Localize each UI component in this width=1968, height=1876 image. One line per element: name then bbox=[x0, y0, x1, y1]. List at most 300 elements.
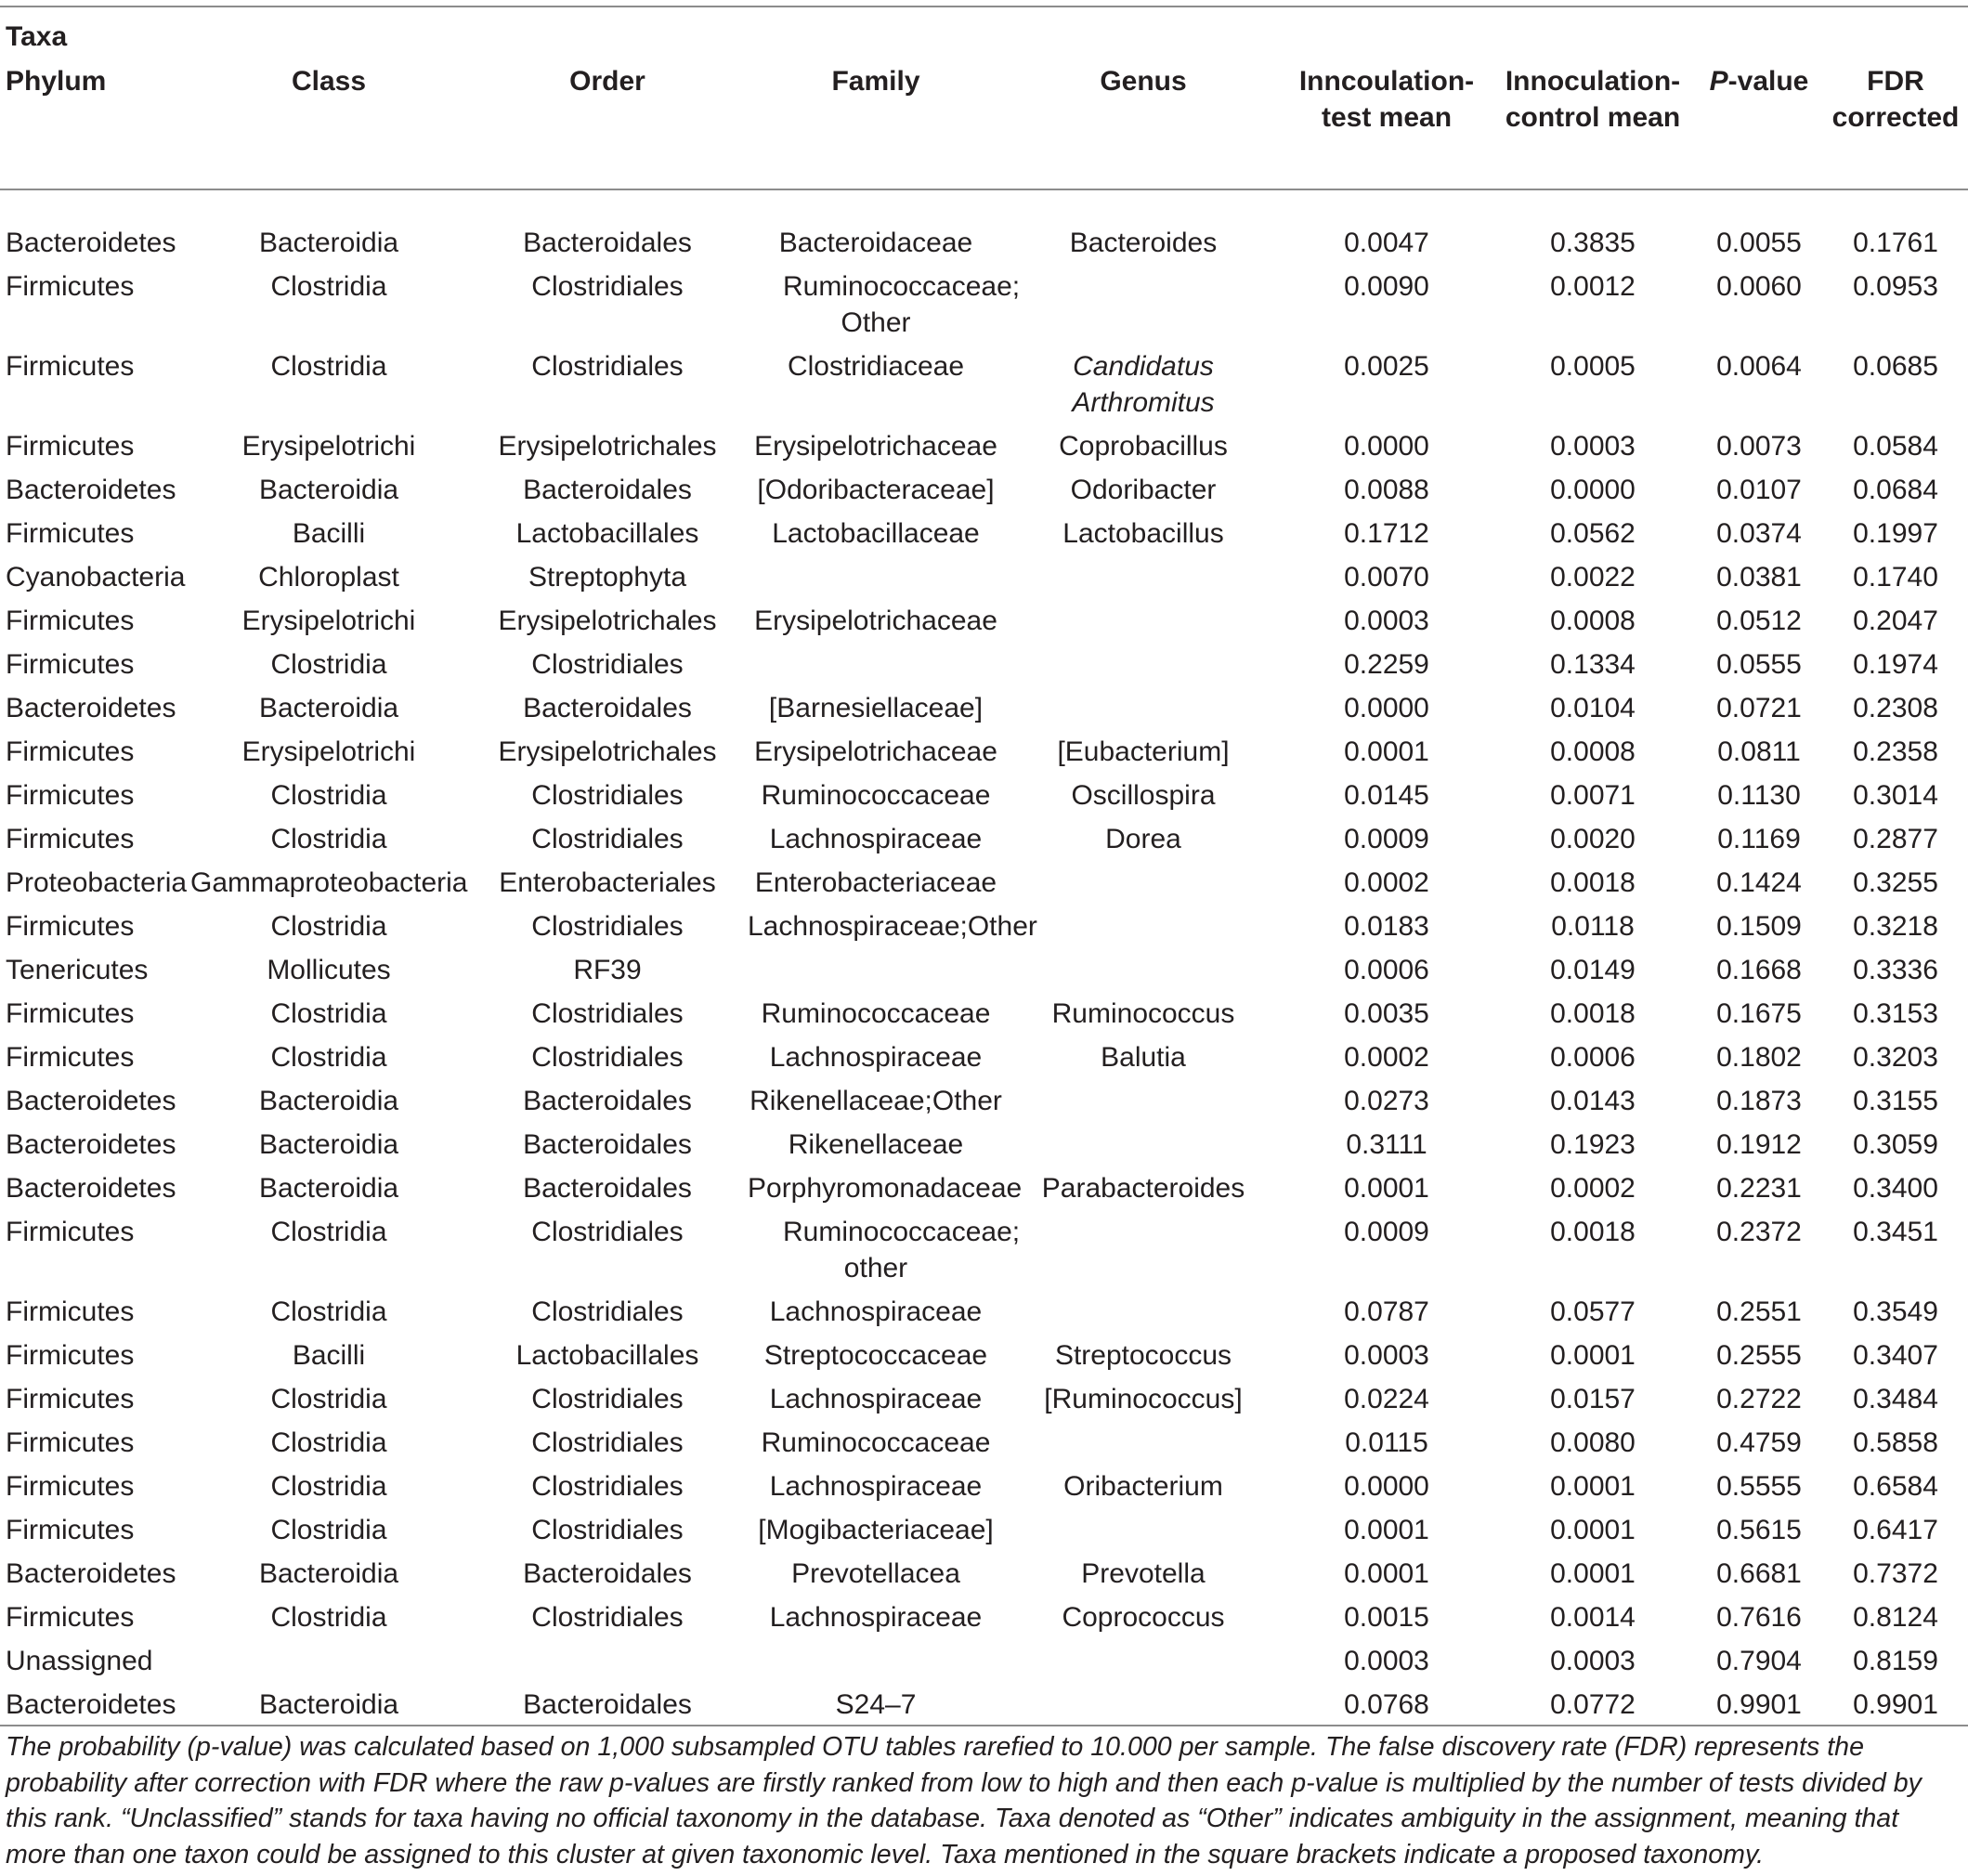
cell-phylum: Firmicutes bbox=[6, 1515, 135, 1545]
cell-family: Lachnospiraceae bbox=[769, 1384, 983, 1414]
table-row bbox=[0, 1166, 1968, 1209]
cell-p-value: 0.0073 bbox=[1716, 431, 1802, 462]
cell-family: Erysipelotrichaceae bbox=[754, 606, 997, 636]
cell-phylum: Firmicutes bbox=[6, 1296, 135, 1327]
cell-phylum: Bacteroidetes bbox=[6, 228, 176, 258]
cell-p-value: 0.2231 bbox=[1716, 1173, 1802, 1204]
cell-control-mean: 0.0562 bbox=[1550, 518, 1636, 549]
cell-p-value: 0.2372 bbox=[1716, 1217, 1802, 1247]
cell-test-mean: 0.0000 bbox=[1344, 431, 1429, 462]
cell-phylum: Bacteroidetes bbox=[6, 1129, 176, 1160]
cell-class: Clostridia bbox=[270, 780, 387, 811]
cell-fdr: 0.3218 bbox=[1853, 911, 1938, 942]
cell-control-mean: 0.0001 bbox=[1550, 1340, 1636, 1371]
cell-genus bbox=[1004, 598, 1283, 642]
cell-genus: Prevotella bbox=[1081, 1558, 1206, 1589]
cell-fdr: 0.6417 bbox=[1853, 1515, 1938, 1545]
cell-phylum: Firmicutes bbox=[6, 649, 135, 680]
cell-p-value: 0.0064 bbox=[1716, 351, 1802, 382]
cell-genus: Dorea bbox=[1105, 824, 1181, 854]
cell-order: Clostridiales bbox=[531, 1427, 684, 1458]
table-row bbox=[0, 860, 1968, 904]
cell-phylum: Firmicutes bbox=[6, 606, 135, 636]
cell-genus: [Ruminococcus] bbox=[1044, 1384, 1243, 1414]
table-row bbox=[0, 1289, 1968, 1333]
cell-order: Bacteroidales bbox=[523, 475, 692, 505]
cell-order: Clostridiales bbox=[531, 1042, 684, 1073]
cell-family-text: Ruminococcaceae; Other bbox=[783, 271, 1021, 338]
cell-control-mean: 0.0003 bbox=[1550, 1646, 1636, 1676]
cell-fdr: 0.9901 bbox=[1853, 1689, 1938, 1720]
cell-test-mean: 0.0003 bbox=[1344, 606, 1429, 636]
cell-phylum: Firmicutes bbox=[6, 1471, 135, 1502]
cell-test-mean: 0.0115 bbox=[1345, 1427, 1428, 1458]
table-row bbox=[0, 554, 1968, 598]
cell-class: Bacteroidia bbox=[258, 1173, 399, 1204]
cell-control-mean: 0.0071 bbox=[1550, 780, 1636, 811]
cell-control-mean: 0.0001 bbox=[1550, 1515, 1636, 1545]
cell-order: Bacteroidales bbox=[523, 1558, 692, 1589]
cell-genus: Coprobacillus bbox=[1059, 431, 1228, 462]
cell-family: Rikenellaceae bbox=[788, 1129, 964, 1160]
cell-test-mean: 0.0273 bbox=[1344, 1086, 1429, 1116]
cell-control-mean: 0.0001 bbox=[1550, 1471, 1636, 1502]
cell-order: Clostridiales bbox=[531, 271, 684, 302]
cell-family bbox=[748, 1209, 1021, 1289]
cell-genus bbox=[1004, 685, 1283, 729]
cell-class: Clostridia bbox=[270, 998, 387, 1029]
cell-order: Erysipelotrichales bbox=[498, 736, 717, 767]
cell-control-mean: 0.0005 bbox=[1550, 351, 1636, 382]
cell-order: Bacteroidales bbox=[523, 1086, 692, 1116]
cell-p-value: 0.0060 bbox=[1716, 271, 1802, 302]
table-row bbox=[0, 1682, 1968, 1726]
cell-genus bbox=[1004, 1638, 1283, 1682]
cell-test-mean: 0.0001 bbox=[1344, 1558, 1429, 1589]
table-row bbox=[0, 344, 1968, 423]
cell-control-mean: 0.0149 bbox=[1550, 955, 1636, 985]
cell-fdr: 0.0684 bbox=[1853, 475, 1938, 505]
cell-phylum: Bacteroidetes bbox=[6, 693, 176, 723]
cell-family: Erysipelotrichaceae bbox=[754, 736, 997, 767]
header-control-mean: Innoculation-control mean bbox=[1505, 66, 1681, 133]
cell-control-mean: 0.0018 bbox=[1550, 998, 1636, 1029]
cell-p-value: 0.0107 bbox=[1716, 475, 1802, 505]
cell-phylum: Firmicutes bbox=[6, 1602, 135, 1633]
cell-family: Bacteroidaceae bbox=[778, 228, 973, 258]
cell-order: Erysipelotrichales bbox=[498, 431, 717, 462]
cell-phylum: Firmicutes bbox=[6, 271, 135, 302]
table-row bbox=[0, 991, 1968, 1035]
cell-control-mean: 0.0006 bbox=[1550, 1042, 1636, 1073]
cell-test-mean: 0.0088 bbox=[1344, 475, 1429, 505]
cell-family: Prevotellacea bbox=[791, 1558, 960, 1589]
cell-fdr: 0.3451 bbox=[1853, 1217, 1938, 1247]
table-row bbox=[0, 210, 1968, 264]
cell-control-mean: 0.0003 bbox=[1550, 431, 1636, 462]
cell-phylum: Firmicutes bbox=[6, 998, 135, 1029]
cell-order: RF39 bbox=[573, 955, 642, 985]
cell-class: Bacilli bbox=[292, 1340, 366, 1371]
cell-p-value: 0.5555 bbox=[1716, 1471, 1802, 1502]
cell-fdr: 0.0584 bbox=[1853, 431, 1938, 462]
header-p-value-letter: P bbox=[1709, 66, 1728, 97]
cell-test-mean: 0.3111 bbox=[1346, 1129, 1427, 1160]
cell-genus: Odoribacter bbox=[1070, 475, 1217, 505]
cell-class: Clostridia bbox=[270, 1471, 387, 1502]
cell-test-mean: 0.0224 bbox=[1344, 1384, 1429, 1414]
cell-genus bbox=[1004, 344, 1283, 423]
cell-test-mean: 0.0015 bbox=[1344, 1602, 1429, 1633]
cell-control-mean: 0.0012 bbox=[1550, 271, 1636, 302]
cell-p-value: 0.4759 bbox=[1716, 1427, 1802, 1458]
cell-genus: Coprococcus bbox=[1062, 1602, 1225, 1633]
cell-family: Lactobacillaceae bbox=[772, 518, 980, 549]
cell-control-mean: 0.0014 bbox=[1550, 1602, 1636, 1633]
cell-family: [Odoribacteraceae] bbox=[757, 475, 995, 505]
cell-genus bbox=[1004, 1682, 1283, 1726]
table-row bbox=[0, 904, 1968, 947]
cell-genus bbox=[1004, 642, 1283, 685]
cell-fdr: 0.7372 bbox=[1853, 1558, 1938, 1589]
cell-class: Clostridia bbox=[270, 271, 387, 302]
cell-order: Bacteroidales bbox=[523, 693, 692, 723]
cell-fdr: 0.1761 bbox=[1853, 228, 1938, 258]
cell-control-mean: 0.0002 bbox=[1550, 1173, 1636, 1204]
cell-class: Bacteroidia bbox=[258, 1086, 399, 1116]
cell-phylum: Firmicutes bbox=[6, 1217, 135, 1247]
cell-genus: [Eubacterium] bbox=[1057, 736, 1230, 767]
cell-genus bbox=[1004, 264, 1283, 344]
cell-order bbox=[467, 1638, 748, 1682]
cell-p-value: 0.7904 bbox=[1716, 1646, 1802, 1676]
cell-order: Clostridiales bbox=[531, 1384, 684, 1414]
cell-order: Lactobacillales bbox=[515, 518, 699, 549]
cell-test-mean: 0.0009 bbox=[1344, 824, 1429, 854]
cell-control-mean: 0.0080 bbox=[1550, 1427, 1636, 1458]
cell-order: Clostridiales bbox=[531, 1515, 684, 1545]
cell-control-mean: 0.0143 bbox=[1550, 1086, 1636, 1116]
cell-family: Erysipelotrichaceae bbox=[754, 431, 997, 462]
header-family: Family bbox=[831, 66, 920, 97]
cell-control-mean: 0.0022 bbox=[1550, 562, 1636, 593]
cell-control-mean: 0.0577 bbox=[1550, 1296, 1636, 1327]
cell-p-value: 0.2722 bbox=[1716, 1384, 1802, 1414]
table-row bbox=[0, 511, 1968, 554]
cell-fdr: 0.3014 bbox=[1853, 780, 1938, 811]
cell-control-mean: 0.1923 bbox=[1550, 1129, 1636, 1160]
cell-control-mean: 0.0772 bbox=[1550, 1689, 1636, 1720]
cell-fdr: 0.1740 bbox=[1853, 562, 1938, 593]
cell-control-mean: 0.0018 bbox=[1550, 1217, 1636, 1247]
cell-fdr: 0.8159 bbox=[1853, 1646, 1938, 1676]
table-row bbox=[0, 1035, 1968, 1078]
cell-p-value: 0.0374 bbox=[1716, 518, 1802, 549]
cell-p-value: 0.0555 bbox=[1716, 649, 1802, 680]
cell-control-mean: 0.0001 bbox=[1550, 1558, 1636, 1589]
cell-p-value: 0.0811 bbox=[1717, 736, 1801, 767]
cell-phylum: Tenericutes bbox=[6, 955, 149, 985]
table-row bbox=[0, 1595, 1968, 1638]
cell-class: Bacteroidia bbox=[258, 693, 399, 723]
cell-order: Bacteroidales bbox=[523, 228, 692, 258]
cell-fdr: 0.3549 bbox=[1853, 1296, 1938, 1327]
cell-order: Lactobacillales bbox=[515, 1340, 699, 1371]
cell-genus bbox=[1004, 1289, 1283, 1333]
table-row bbox=[0, 773, 1968, 816]
table-row bbox=[0, 1209, 1968, 1289]
cell-class: Mollicutes bbox=[267, 955, 391, 985]
cell-p-value: 0.1169 bbox=[1717, 824, 1801, 854]
cell-phylum: Firmicutes bbox=[6, 824, 135, 854]
cell-fdr: 0.3203 bbox=[1853, 1042, 1938, 1073]
cell-class: Chloroplast bbox=[258, 562, 399, 593]
table-row bbox=[0, 467, 1968, 511]
table-row bbox=[0, 1551, 1968, 1595]
cell-class: Bacteroidia bbox=[258, 1689, 399, 1720]
cell-test-mean: 0.0001 bbox=[1344, 1173, 1429, 1204]
cell-genus bbox=[1004, 554, 1283, 598]
cell-genus bbox=[1004, 1507, 1283, 1551]
cell-class: Bacteroidia bbox=[258, 475, 399, 505]
cell-fdr: 0.3059 bbox=[1853, 1129, 1938, 1160]
cell-p-value: 0.0721 bbox=[1716, 693, 1802, 723]
cell-control-mean: 0.3835 bbox=[1550, 228, 1636, 258]
cell-phylum: Firmicutes bbox=[6, 911, 135, 942]
table-body bbox=[0, 210, 1968, 1726]
cell-control-mean: 0.0104 bbox=[1550, 693, 1636, 723]
cell-fdr: 0.3336 bbox=[1853, 955, 1938, 985]
cell-phylum: Firmicutes bbox=[6, 1042, 135, 1073]
cell-test-mean: 0.0000 bbox=[1344, 693, 1429, 723]
cell-genus: Lactobacillus bbox=[1062, 518, 1224, 549]
cell-genus: Balutia bbox=[1101, 1042, 1186, 1073]
cell-test-mean: 0.0003 bbox=[1344, 1340, 1429, 1371]
cell-p-value: 0.1675 bbox=[1716, 998, 1802, 1029]
cell-p-value: 0.9901 bbox=[1716, 1689, 1802, 1720]
cell-p-value: 0.0381 bbox=[1716, 562, 1802, 593]
cell-phylum: Bacteroidetes bbox=[6, 1173, 176, 1204]
cell-family bbox=[748, 947, 1004, 991]
cell-family: Streptococcaceae bbox=[763, 1340, 988, 1371]
cell-family: Lachnospiraceae bbox=[769, 1602, 983, 1633]
cell-order: Streptophyta bbox=[528, 562, 687, 593]
cell-genus bbox=[1004, 860, 1283, 904]
cell-family-text: Ruminococcaceae; other bbox=[783, 1217, 1021, 1283]
cell-fdr: 0.6584 bbox=[1853, 1471, 1938, 1502]
cell-control-mean: 0.0118 bbox=[1551, 911, 1635, 942]
cell-phylum: Bacteroidetes bbox=[6, 1086, 176, 1116]
cell-order: Clostridiales bbox=[531, 824, 684, 854]
cell-p-value: 0.1873 bbox=[1716, 1086, 1802, 1116]
cell-class: Clostridia bbox=[270, 1042, 387, 1073]
cell-order: Clostridiales bbox=[531, 1471, 684, 1502]
cell-test-mean: 0.0001 bbox=[1344, 1515, 1429, 1545]
cell-order: Clostridiales bbox=[531, 911, 684, 942]
table-row bbox=[0, 1122, 1968, 1166]
cell-control-mean: 0.0000 bbox=[1550, 475, 1636, 505]
cell-control-mean: 0.0157 bbox=[1550, 1384, 1636, 1414]
cell-family: Lachnospiraceae;Other bbox=[748, 911, 1037, 942]
cell-class: Clostridia bbox=[270, 351, 387, 382]
cell-order: Clostridiales bbox=[531, 649, 684, 680]
header-p-value-suffix: -value bbox=[1727, 66, 1809, 97]
cell-order: Clostridiales bbox=[531, 780, 684, 811]
cell-phylum: Firmicutes bbox=[6, 518, 135, 549]
cell-p-value: 0.0055 bbox=[1716, 228, 1802, 258]
header-phylum: Phylum bbox=[6, 66, 107, 97]
cell-family: Lachnospiraceae bbox=[769, 1042, 983, 1073]
table-row bbox=[0, 1420, 1968, 1464]
cell-p-value: 0.2555 bbox=[1716, 1340, 1802, 1371]
cell-fdr: 0.0953 bbox=[1853, 271, 1938, 302]
cell-test-mean: 0.0183 bbox=[1344, 911, 1429, 942]
table-row bbox=[0, 1507, 1968, 1551]
cell-class: Bacteroidia bbox=[258, 228, 399, 258]
table-row bbox=[0, 264, 1968, 344]
cell-family: Ruminococcaceae bbox=[761, 998, 991, 1029]
cell-fdr: 0.3407 bbox=[1853, 1340, 1938, 1371]
cell-genus bbox=[1004, 1209, 1283, 1289]
cell-test-mean: 0.0090 bbox=[1344, 271, 1429, 302]
cell-fdr: 0.2308 bbox=[1853, 693, 1938, 723]
cell-genus: Streptococcus bbox=[1054, 1340, 1232, 1371]
cell-phylum: Bacteroidetes bbox=[6, 475, 176, 505]
table-row bbox=[0, 729, 1968, 773]
cell-test-mean: 0.0002 bbox=[1344, 1042, 1429, 1073]
cell-family: Porphyromonadaceae bbox=[748, 1173, 1023, 1204]
table-row bbox=[0, 1464, 1968, 1507]
cell-fdr: 0.1997 bbox=[1853, 518, 1938, 549]
cell-genus bbox=[1004, 904, 1283, 947]
cell-family: Enterobacteriaceae bbox=[754, 867, 997, 898]
cell-p-value: 0.1424 bbox=[1716, 867, 1802, 898]
cell-phylum: Bacteroidetes bbox=[6, 1689, 176, 1720]
table-row bbox=[0, 642, 1968, 685]
table-row bbox=[0, 423, 1968, 467]
cell-genus bbox=[1004, 947, 1283, 991]
cell-genus bbox=[1004, 1420, 1283, 1464]
cell-class: Erysipelotrichi bbox=[241, 736, 416, 767]
header-order: Order bbox=[569, 66, 645, 97]
cell-order: Clostridiales bbox=[531, 1217, 684, 1247]
cell-class: Clostridia bbox=[270, 911, 387, 942]
cell-order: Clostridiales bbox=[531, 1602, 684, 1633]
cell-phylum: Proteobacteria bbox=[6, 867, 188, 898]
cell-genus: Parabacteroides bbox=[1041, 1173, 1245, 1204]
cell-class: Clostridia bbox=[270, 649, 387, 680]
cell-family: Lachnospiraceae bbox=[769, 1471, 983, 1502]
cell-test-mean: 0.0047 bbox=[1344, 228, 1429, 258]
cell-genus: Oscillospira bbox=[1071, 780, 1216, 811]
cell-fdr: 0.5858 bbox=[1853, 1427, 1938, 1458]
cell-order: Clostridiales bbox=[531, 998, 684, 1029]
table-row bbox=[0, 1376, 1968, 1420]
cell-genus bbox=[1004, 1078, 1283, 1122]
cell-class: Erysipelotrichi bbox=[241, 431, 416, 462]
cell-family: [Barnesiellaceae] bbox=[768, 693, 984, 723]
cell-phylum: Bacteroidetes bbox=[6, 1558, 176, 1589]
cell-p-value: 0.6681 bbox=[1716, 1558, 1802, 1589]
cell-family: Rikenellaceae;Other bbox=[749, 1086, 1002, 1116]
cell-order: Bacteroidales bbox=[523, 1173, 692, 1204]
cell-class: Clostridia bbox=[270, 1296, 387, 1327]
cell-family bbox=[748, 344, 1004, 423]
cell-fdr: 0.8124 bbox=[1853, 1602, 1938, 1633]
cell-fdr: 0.3155 bbox=[1853, 1086, 1938, 1116]
cell-test-mean: 0.0768 bbox=[1344, 1689, 1429, 1720]
cell-order: Clostridiales bbox=[531, 351, 684, 382]
cell-test-mean: 0.0006 bbox=[1344, 955, 1429, 985]
cell-p-value: 0.1130 bbox=[1717, 780, 1801, 811]
cell-test-mean: 0.1712 bbox=[1344, 518, 1429, 549]
cell-family: Ruminococcaceae bbox=[761, 1427, 991, 1458]
header-p-value bbox=[1695, 58, 1823, 210]
cell-order: Erysipelotrichales bbox=[498, 606, 717, 636]
cell-genus: Ruminococcus bbox=[1051, 998, 1235, 1029]
cell-p-value: 0.1509 bbox=[1716, 911, 1802, 942]
cell-p-value: 0.2551 bbox=[1716, 1296, 1802, 1327]
cell-p-value: 0.1668 bbox=[1716, 955, 1802, 985]
cell-phylum: Cyanobacteria bbox=[6, 562, 186, 593]
cell-order: Bacteroidales bbox=[523, 1129, 692, 1160]
cell-fdr: 0.0685 bbox=[1853, 351, 1938, 382]
cell-fdr: 0.1974 bbox=[1853, 649, 1938, 680]
cell-class: Clostridia bbox=[270, 1384, 387, 1414]
cell-test-mean: 0.0003 bbox=[1344, 1646, 1429, 1676]
cell-test-mean: 0.0001 bbox=[1344, 736, 1429, 767]
cell-family: Lachnospiraceae bbox=[769, 824, 983, 854]
cell-genus: Oribacterium bbox=[1063, 1471, 1223, 1502]
header-test-mean: Inncoulation-test mean bbox=[1298, 66, 1475, 133]
cell-control-mean: 0.0008 bbox=[1550, 606, 1636, 636]
cell-class: Gammaproteobacteria bbox=[190, 867, 468, 898]
cell-genus: Bacteroides bbox=[1069, 228, 1218, 258]
cell-phylum: Firmicutes bbox=[6, 736, 135, 767]
cell-fdr: 0.2358 bbox=[1853, 736, 1938, 767]
cell-p-value: 0.7616 bbox=[1716, 1602, 1802, 1633]
cell-class bbox=[190, 1638, 467, 1682]
cell-class: Clostridia bbox=[270, 1515, 387, 1545]
cell-phylum: Firmicutes bbox=[6, 1340, 135, 1371]
cell-p-value: 0.1912 bbox=[1716, 1129, 1802, 1160]
table-row bbox=[0, 1078, 1968, 1122]
cell-test-mean: 0.0000 bbox=[1344, 1471, 1429, 1502]
cell-genus bbox=[1004, 1122, 1283, 1166]
table-footnote: The probability (p-value) was calculated based on 1,000 subsampled OTU tables rarefied to 10.000 per sample. The false discovery rate (FDR) represents the probability after correction with FDR where the raw p-values are firstly ranked from low to high and then each p-value is multiplied by the number of tests divided by this rank. “Unclassified” stands for taxa having no official taxonomy in the database. Taxa denoted as “Other” indicates ambiguity in the assignment, meaning that more than one taxon could be assigned to this cluster at given taxonomic level. Taxa mentioned in the square brackets indicate a proposed taxonomy. bbox=[6, 1732, 1922, 1869]
cell-test-mean: 0.0009 bbox=[1344, 1217, 1429, 1247]
cell-class: Clostridia bbox=[270, 1427, 387, 1458]
cell-family: Lachnospiraceae bbox=[769, 1296, 983, 1327]
table-row bbox=[0, 1333, 1968, 1376]
cell-p-value: 0.1802 bbox=[1716, 1042, 1802, 1073]
cell-class: Bacteroidia bbox=[258, 1129, 399, 1160]
cell-control-mean: 0.0018 bbox=[1550, 867, 1636, 898]
header-fdr: FDR corrected bbox=[1831, 66, 1960, 133]
cell-phylum: Firmicutes bbox=[6, 780, 135, 811]
header-class: Class bbox=[291, 66, 367, 97]
taxa-group-label: Taxa bbox=[6, 21, 68, 52]
cell-control-mean: 0.0020 bbox=[1550, 824, 1636, 854]
table-row bbox=[0, 598, 1968, 642]
cell-class: Bacteroidia bbox=[258, 1558, 399, 1589]
cell-test-mean: 0.0070 bbox=[1344, 562, 1429, 593]
cell-control-mean: 0.1334 bbox=[1550, 649, 1636, 680]
cell-class: Clostridia bbox=[270, 1217, 387, 1247]
cell-phylum: Firmicutes bbox=[6, 1384, 135, 1414]
table-row bbox=[0, 1638, 1968, 1682]
cell-family-text: Clostridiaceae bbox=[787, 351, 965, 382]
